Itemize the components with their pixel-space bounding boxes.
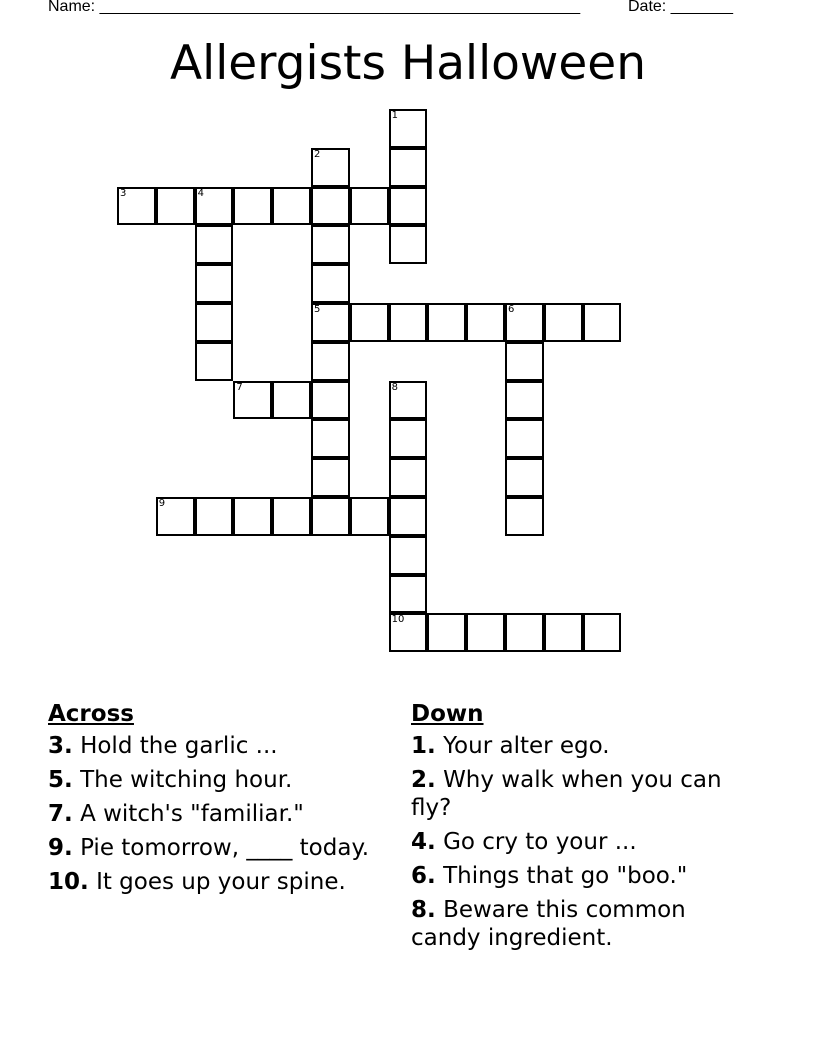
cell-number: 5 [314,304,321,315]
clue-number: 10. [48,869,89,895]
down-clues [411,700,731,958]
cell-letter-input[interactable] [468,305,503,340]
cell-number: 2 [314,148,321,160]
grid-cell[interactable] [389,381,428,420]
grid-cell[interactable] [195,342,234,381]
cell-letter-input[interactable] [274,499,309,534]
grid-cell[interactable] [272,187,311,226]
cell-letter-input[interactable] [197,227,232,262]
cell-letter-input[interactable] [313,305,348,340]
cell-letter-input[interactable] [507,460,542,495]
clue-text: A witch's "familiar." [80,801,304,827]
cell-letter-input[interactable] [352,499,387,534]
cell-letter-input[interactable] [313,150,348,185]
cell-letter-input[interactable] [507,383,542,418]
clue-text: Pie tomorrow, ____ today. [80,835,370,861]
grid-cell[interactable] [195,225,234,264]
grid-cell[interactable] [389,419,428,458]
grid-cell[interactable] [311,264,350,303]
cell-letter-input[interactable] [313,499,348,534]
cell-letter-input[interactable] [313,227,348,262]
clue-down-2 [411,766,731,822]
date-field[interactable]: Date: _______ [628,0,733,15]
cell-number: 9 [158,498,166,509]
cell-letter-input[interactable] [391,460,426,495]
grid-cell[interactable] [505,613,544,652]
cell-letter-input[interactable] [391,189,426,224]
cell-letter-input[interactable] [313,460,348,495]
clue-text: The witching hour. [80,767,293,793]
cell-letter-input[interactable] [507,344,542,379]
cell-letter-input[interactable] [158,189,193,224]
clue-number: 9. [48,835,73,861]
cell-letter-input[interactable] [507,305,542,340]
cell-number: 6 [508,304,515,315]
cell-letter-input[interactable] [313,189,348,224]
grid-cell[interactable] [389,225,428,264]
grid-cell[interactable] [505,342,544,381]
grid-cell[interactable] [389,187,428,226]
cell-letter-input[interactable] [429,615,464,650]
clue-text: Things that go "boo." [443,863,688,889]
grid-cell[interactable] [272,497,311,536]
grid-cell[interactable] [389,497,428,536]
cell-number: 8 [391,381,398,393]
cell-number: 10 [391,614,405,626]
clue-across-9 [48,834,388,862]
cell-letter-input[interactable] [235,383,270,418]
cell-letter-input[interactable] [274,189,309,224]
cell-letter-input[interactable] [313,266,348,301]
clue-number: 7. [48,801,73,827]
cell-letter-input[interactable] [235,189,270,224]
grid-cell[interactable] [583,613,622,652]
cell-letter-input[interactable] [391,577,426,612]
clue-text: It goes up your spine. [96,869,346,895]
down-heading: Down [411,701,484,727]
cell-letter-input[interactable] [274,383,309,418]
grid-cell[interactable] [389,109,428,148]
clue-text: Hold the garlic ... [80,733,278,759]
grid-cell[interactable] [156,497,195,536]
cell-letter-input[interactable] [197,266,232,301]
grid-cell[interactable] [311,148,350,187]
grid-cell[interactable] [544,303,583,342]
grid-cell[interactable] [389,303,428,342]
cell-number: 3 [120,187,127,199]
clue-text: Go cry to your ... [443,829,637,855]
cell-letter-input[interactable] [507,499,542,534]
page-title: Allergists Halloween [170,36,646,91]
clue-number: 6. [411,863,436,889]
grid-cell[interactable] [389,148,428,187]
cell-letter-input[interactable] [235,499,270,534]
cell-letter-input[interactable] [158,499,193,534]
grid-cell[interactable] [427,613,466,652]
grid-cell[interactable] [350,497,389,536]
grid-cell[interactable] [311,303,350,342]
cell-number: 4 [197,187,204,199]
grid-cell[interactable] [505,419,544,458]
grid-cell[interactable] [233,187,272,226]
cell-letter-input[interactable] [352,305,387,340]
cell-letter-input[interactable] [391,538,426,573]
clue-number: 8. [411,897,436,923]
clue-number: 3. [48,733,73,759]
grid-cell[interactable] [389,458,428,497]
cell-letter-input[interactable] [585,305,620,340]
grid-cell[interactable] [311,225,350,264]
clue-text: Beware this common candy ingredient. [411,897,686,951]
grid-cell[interactable] [389,575,428,614]
cell-letter-input[interactable] [313,383,348,418]
cell-letter-input[interactable] [352,189,387,224]
cell-number: 7 [236,381,243,393]
cell-letter-input[interactable] [585,615,620,650]
cell-letter-input[interactable] [313,344,348,379]
grid-cell[interactable] [466,613,505,652]
clue-text: Why walk when you can fly? [411,767,722,821]
cell-letter-input[interactable] [391,150,426,185]
clue-down-1 [411,732,731,760]
cell-letter-input[interactable] [119,189,154,224]
grid-cell[interactable] [311,419,350,458]
cell-letter-input[interactable] [429,305,464,340]
grid-cell[interactable] [311,381,350,420]
grid-cell[interactable] [505,303,544,342]
grid-cell[interactable] [195,303,234,342]
cell-letter-input[interactable] [507,615,542,650]
clue-number: 2. [411,767,436,793]
grid-cell[interactable] [544,613,583,652]
grid-cell[interactable] [505,381,544,420]
grid-cell[interactable] [427,303,466,342]
cell-letter-input[interactable] [313,421,348,456]
cell-letter-input[interactable] [468,615,503,650]
cell-letter-input[interactable] [546,615,581,650]
clue-down-4 [411,828,731,856]
across-clues [48,700,388,902]
grid-cell[interactable] [311,458,350,497]
grid-cell[interactable] [195,187,234,226]
clue-number: 1. [411,733,436,759]
cell-letter-input[interactable] [507,421,542,456]
grid-cell[interactable] [156,187,195,226]
grid-cell[interactable] [583,303,622,342]
grid-cell[interactable] [311,342,350,381]
cell-letter-input[interactable] [197,499,232,534]
cell-letter-input[interactable] [391,615,426,650]
grid-cell[interactable] [233,497,272,536]
clue-text: Your alter ego. [443,733,610,759]
grid-cell[interactable] [466,303,505,342]
across-heading: Across [48,701,134,727]
cell-letter-input[interactable] [391,383,426,418]
cell-letter-input[interactable] [391,227,426,262]
grid-cell[interactable] [311,187,350,226]
clue-number: 5. [48,767,73,793]
cell-letter-input[interactable] [546,305,581,340]
clue-across-3 [48,732,388,760]
grid-cell[interactable] [350,303,389,342]
clue-across-10 [48,868,388,896]
cell-number: 1 [391,110,398,121]
grid-cell[interactable] [505,497,544,536]
grid-cell[interactable] [389,536,428,575]
cell-letter-input[interactable] [197,344,232,379]
grid-cell[interactable] [233,381,272,420]
grid-cell[interactable] [505,458,544,497]
cell-letter-input[interactable] [391,305,426,340]
grid-cell[interactable] [389,613,428,652]
cell-letter-input[interactable] [197,305,232,340]
cell-letter-input[interactable] [391,111,426,146]
name-field[interactable]: Name: ______________________________________________________ [48,0,581,15]
clue-across-7 [48,800,388,828]
grid-cell[interactable] [311,497,350,536]
clue-across-5 [48,766,388,794]
grid-cell[interactable] [195,264,234,303]
grid-cell[interactable] [195,497,234,536]
grid-cell[interactable] [350,187,389,226]
clue-down-6 [411,862,731,890]
grid-cell[interactable] [272,381,311,420]
clue-number: 4. [411,829,436,855]
cell-letter-input[interactable] [391,499,426,534]
cell-letter-input[interactable] [391,421,426,456]
grid-cell[interactable] [117,187,156,226]
cell-letter-input[interactable] [197,189,232,224]
clue-down-8 [411,896,731,952]
